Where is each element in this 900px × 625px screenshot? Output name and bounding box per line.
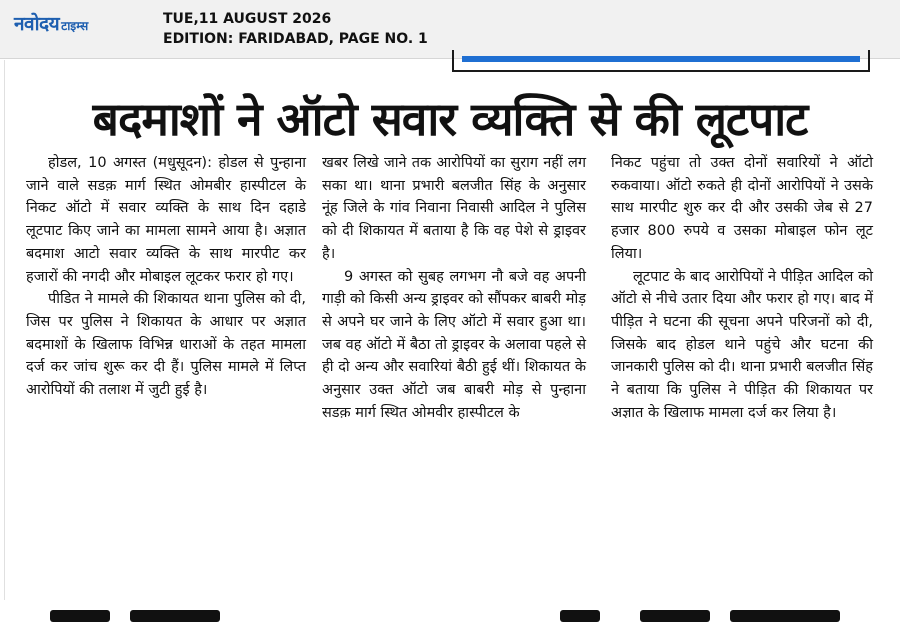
article-headline: बदमाशों ने ऑटो सवार व्यक्ति से की लूटपाट [92,92,808,146]
paragraph: लूटपाट के बाद आरोपियों ने पीड़ित आदिल को ऑटो से नीचे उतार दिया और फरार हो गए। बाद में पीड़ित ने घटना की सूचना अपने परिजनों को दी, जिसके बाद होडल थाने पहुंचे और घटना की जानकारी पुलिस को दी। थाना प्रभारी बलजीत सिंह ने बताया कि पुलिस ने पीड़ित की शिकायत पर अज्ञात के खिलाफ मामला दर्ज कर लिया है। [611,268,873,421]
text-fragment [560,610,600,622]
newspaper-logo[interactable] [14,10,88,34]
logo-sub-text: टाइम्स [61,19,89,33]
previous-article-border [452,50,870,72]
paragraph: 9 अगस्त को सुबह लगभग नौ बजे वह अपनी गाड़ी को किसी अन्य ड्राइवर को सौंपकर बाबरी मोड़ से अपने घर जाने के लिए ऑटो में सवार हुआ था। जब वह ऑटो में बैठा तो ड्राइवर के अलावा पहले से ही दो अन्य और सवारियां बैठी हुई थीं। शिकायत के अनुसार उक्त ऑटो जब बाबरी मोड़ से पुन्हाना सडक़ मार्ग स्थित ओमवीर हास्पीटल के [322,268,586,421]
edition-info [163,9,428,49]
article-column-1 [26,152,306,402]
article-body [0,152,900,592]
text-fragment [730,610,840,622]
previous-article-bar [462,56,860,62]
text-fragment [50,610,110,622]
paragraph: पीडित ने मामले की शिकायत थाना पुलिस को दी, जिस पर पुलिस ने शिकायत के आधार पर अज्ञात बदमाशों के खिलाफ विभिन्न धाराओं के तहत मामला दर्ज कर जांच शुरू कर दी हैं। पुलिस मामले में लिप्त आरोपियों की तलाश में जुटी हुई है। [26,291,306,399]
paragraph: निकट पहुंचा तो उक्त दोनों सवारियों ने ऑटो रुकवाया। ऑटो रुकते ही दोनों आरोपियों ने उसके साथ मारपीट शुरु कर दी और उसकी जेब से 27 हजार 800 रुपये व उसका मोबाइल फोन लूट लिया। [611,155,873,262]
logo-main-text: नवोदय [14,13,60,35]
article-column-3 [611,152,873,424]
text-fragment [130,610,220,622]
edition-date: TUE,11 AUGUST 2026 [163,11,332,27]
edition-page: EDITION: FARIDABAD, PAGE NO. 1 [163,31,428,47]
paragraph: होडल, 10 अगस्त (मधुसूदन): होडल से पुन्हाना जाने वाले सडक़ मार्ग स्थित ओमबीर हास्पीटल के निकट ऑटो में सवार व्यक्ति के साथ दिन दहाडे लूटपाट किए जाने का मामला सामने आया है। अज्ञात बदमाश आटो सवार व्यक्ति के साथ मारपीट कर हजारों की नगदी और मोबाइल लूटकर फरार हो गए। [26,155,306,285]
next-headline-fragment [0,600,900,625]
paragraph: खबर लिखे जाने तक आरोपियों का सुराग नहीं लग सका था। थाना प्रभारी बलजीत सिंह के अनुसार नूंह जिले के गांव निवाना निवासी आदिल ने पुलिस को दी शिकायत में बताया है कि वह पेशे से ड्राइवर है। [322,155,586,262]
article-column-2 [322,152,586,424]
text-fragment [640,610,710,622]
